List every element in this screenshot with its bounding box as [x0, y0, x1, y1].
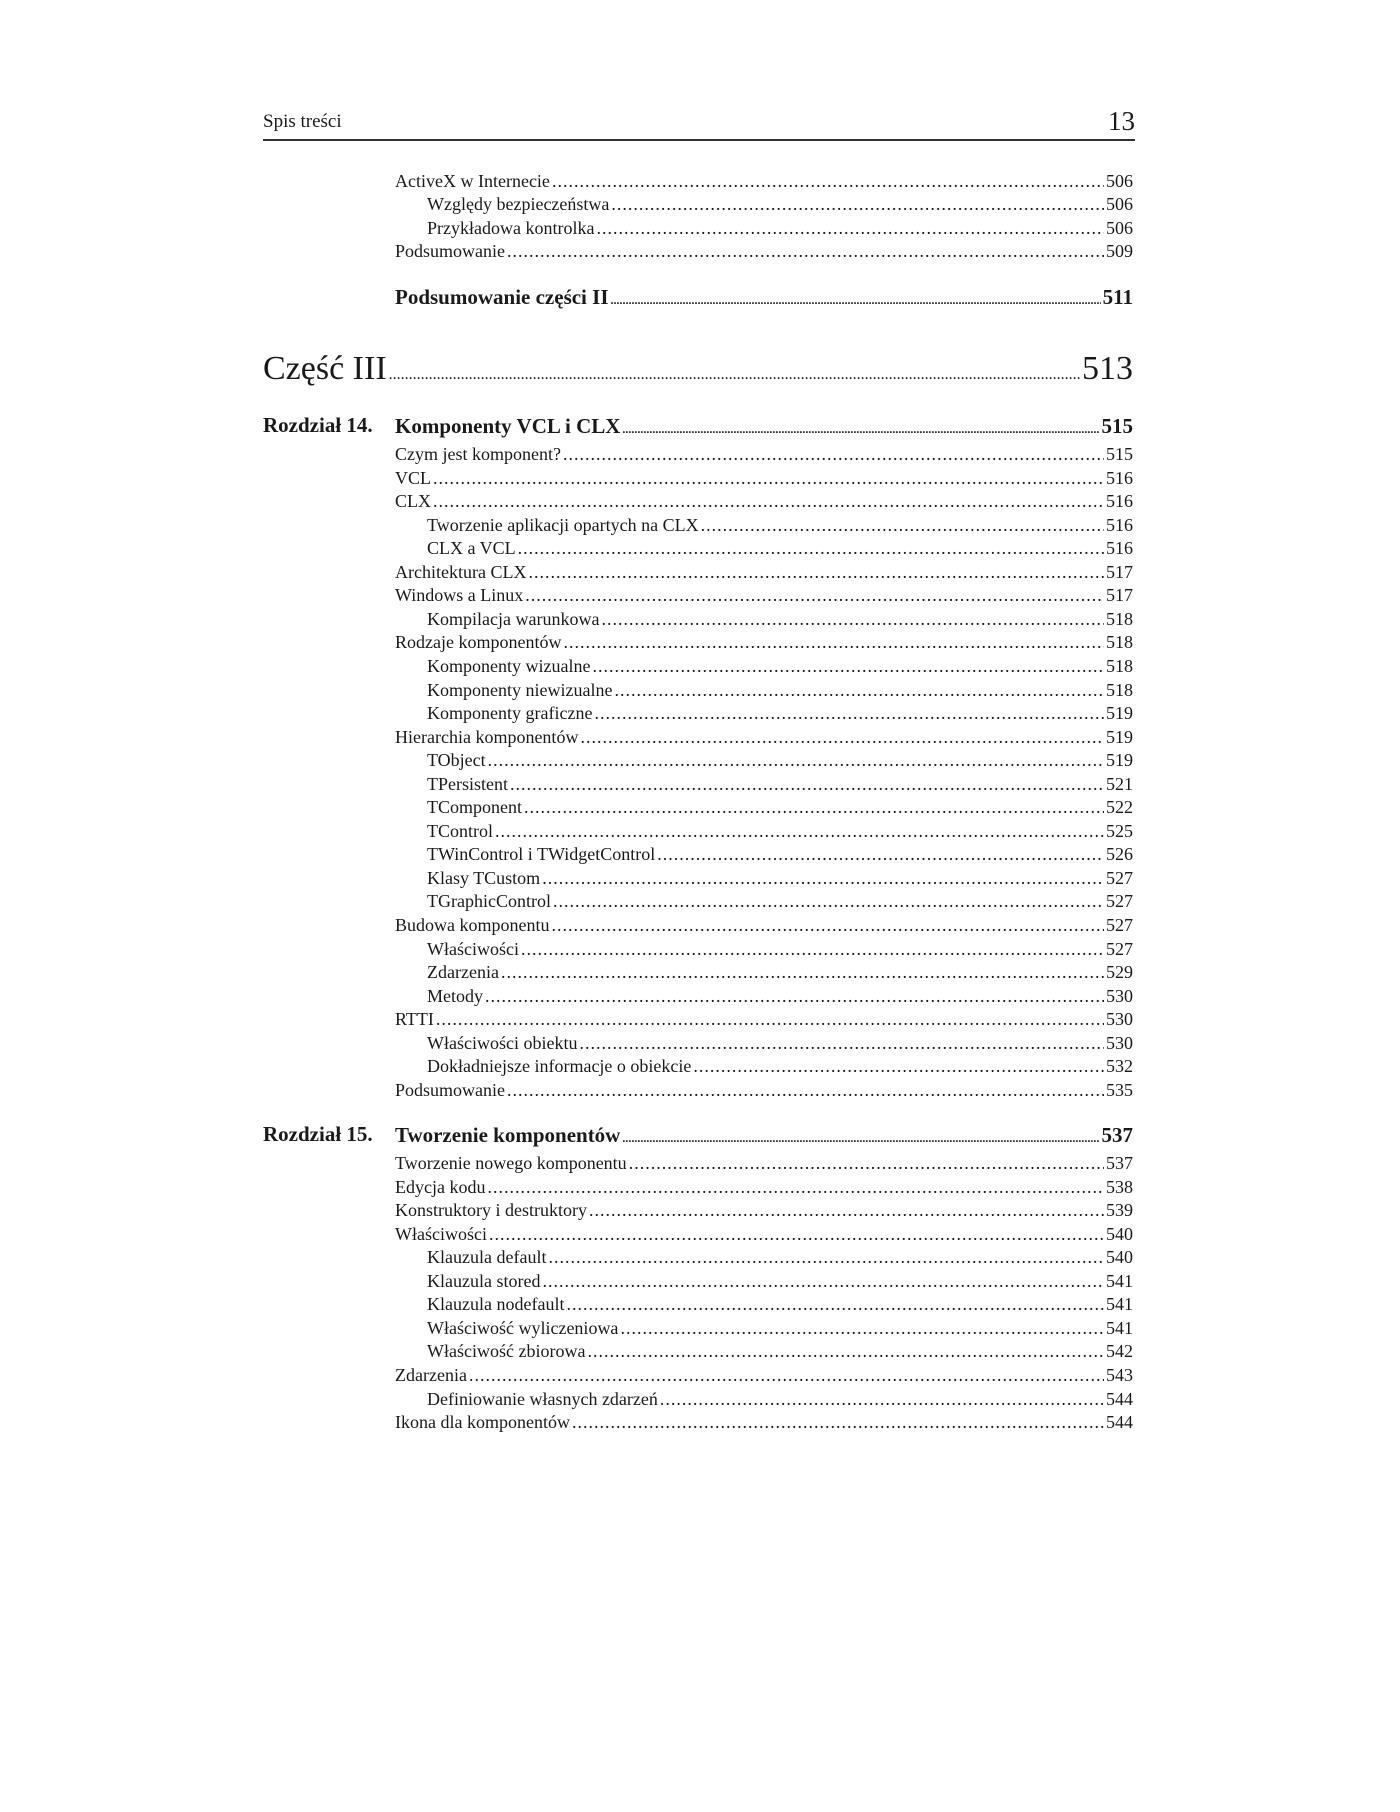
dot-leader: [389, 366, 1080, 384]
dot-leader: [507, 240, 1104, 263]
toc-entry: [427, 749, 1133, 772]
toc-entry-page: 529: [1106, 962, 1133, 983]
toc-entry: [427, 867, 1133, 890]
toc-entry-title: Tworzenie nowego komponentu: [395, 1153, 627, 1173]
toc-entry-page: 543: [1106, 1364, 1133, 1385]
dot-leader: [501, 961, 1104, 984]
toc-entry-title: Zdarzenia: [395, 1364, 467, 1385]
toc-entry: [395, 1364, 1133, 1387]
chapter-label: Rozdział 14.: [263, 413, 373, 437]
dot-leader: [510, 773, 1104, 796]
toc-entry: [427, 1055, 1133, 1078]
toc-entry-title: TGraphicControl: [427, 891, 551, 912]
dot-leader: [563, 631, 1104, 654]
part-page: 513: [1082, 350, 1133, 387]
toc-entry-title: Zdarzenia: [427, 962, 499, 983]
dot-leader: [580, 726, 1104, 749]
toc-entry: [395, 443, 1133, 466]
toc-entry-title: Rodzaje komponentów: [395, 632, 562, 653]
toc-entry-title: VCL: [395, 467, 431, 488]
dot-leader: [563, 443, 1104, 466]
dot-leader: [524, 796, 1104, 819]
chapter-heading: [395, 1122, 1133, 1151]
toc-entry: [395, 467, 1133, 490]
toc-entry-title: Czym jest komponent?: [395, 444, 561, 464]
toc-entry-title: CLX a VCL: [427, 538, 516, 559]
toc-entry: [395, 584, 1133, 607]
toc-entry-title: CLX: [395, 491, 431, 512]
toc-entry-title: ActiveX w Internecie: [395, 171, 550, 191]
header-section-title: Spis treści: [263, 111, 342, 132]
toc-entry-title: Przykładowa kontrolka: [427, 218, 595, 238]
part-title: Część III: [263, 350, 387, 387]
dot-leader: [660, 1388, 1104, 1411]
toc-entry-page: 537: [1106, 1153, 1133, 1173]
dot-leader: [601, 608, 1104, 631]
toc-entry-title: Klasy TCustom: [427, 867, 541, 888]
toc-entry-page: 544: [1106, 1388, 1133, 1409]
dot-leader: [518, 537, 1104, 560]
part-summary-page: 511: [1102, 285, 1133, 309]
toc-entry: [427, 702, 1133, 725]
toc-entry: [427, 1340, 1133, 1363]
dot-leader: [596, 217, 1104, 240]
dot-leader: [622, 413, 1099, 442]
dot-leader: [495, 820, 1104, 843]
toc-entry: [427, 537, 1133, 560]
toc-entry-page: 506: [1106, 171, 1133, 191]
toc-entry-page: 516: [1106, 538, 1133, 559]
toc-entry-page: 541: [1106, 1294, 1133, 1315]
toc-entry-page: 530: [1106, 985, 1133, 1006]
part-heading: [263, 350, 1133, 388]
toc-entry-title: Ikona dla komponentów: [395, 1412, 570, 1433]
dot-leader: [542, 1270, 1104, 1293]
toc-entry-page: 542: [1106, 1341, 1133, 1362]
toc-entry: [427, 890, 1133, 913]
toc-entry-title: Klauzula nodefault: [427, 1294, 565, 1315]
chapter-heading: [395, 413, 1133, 442]
dot-leader: [436, 1008, 1104, 1031]
toc-entry: [427, 1032, 1133, 1055]
toc-entry-page: 519: [1106, 703, 1133, 724]
toc-entry-page: 506: [1106, 218, 1133, 238]
toc-entry: [427, 843, 1133, 866]
dot-leader: [587, 1340, 1104, 1363]
dot-leader: [542, 867, 1104, 890]
toc-entry-title: Właściwości: [395, 1223, 487, 1244]
toc-entry-title: Budowa komponentu: [395, 915, 550, 935]
dot-leader: [620, 1317, 1104, 1340]
toc-entry: [395, 1223, 1133, 1246]
toc-entry-title: Konstruktory i destruktory: [395, 1200, 587, 1221]
dot-leader: [566, 1293, 1104, 1316]
toc-entry-page: 540: [1106, 1223, 1133, 1244]
dot-leader: [433, 467, 1104, 490]
dot-leader: [469, 1364, 1104, 1387]
dot-leader: [657, 843, 1104, 866]
toc-entry: [395, 240, 1133, 263]
toc-entry-page: 527: [1106, 915, 1133, 935]
toc-entry-page: 527: [1106, 891, 1133, 912]
toc-entry-title: Kompilacja warunkowa: [427, 608, 600, 629]
toc-entry-page: 516: [1106, 467, 1133, 488]
toc-entry-page: 516: [1106, 491, 1133, 512]
toc-entry-page: 506: [1106, 194, 1133, 214]
toc-entry: [395, 1008, 1133, 1031]
dot-leader: [507, 1079, 1104, 1102]
toc-entry: [395, 726, 1133, 749]
toc-entry-title: Edycja kodu: [395, 1176, 486, 1197]
toc-entry: [395, 1152, 1133, 1175]
dot-leader: [552, 170, 1104, 193]
dot-leader: [629, 1152, 1104, 1175]
toc-entry-page: 518: [1106, 632, 1133, 653]
toc-entry-title: Właściwość wyliczeniowa: [427, 1317, 619, 1338]
toc-entry-page: 527: [1106, 867, 1133, 888]
toc-entry-title: TControl: [427, 820, 493, 841]
chapter-title: Tworzenie komponentów: [395, 1123, 621, 1147]
toc-entry-title: Względy bezpieczeństwa: [427, 194, 610, 214]
toc-entry-page: 517: [1106, 585, 1133, 606]
toc-entry-title: Tworzenie aplikacji opartych na CLX: [427, 514, 699, 535]
toc-entry: [427, 1270, 1133, 1293]
toc-entry: [427, 1317, 1133, 1340]
dot-leader: [572, 1411, 1104, 1434]
toc-entry-page: 540: [1106, 1247, 1133, 1268]
dot-leader: [592, 655, 1104, 678]
dot-leader: [489, 1223, 1104, 1246]
toc-entry-title: Definiowanie własnych zdarzeń: [427, 1388, 658, 1409]
part-summary-entry: [395, 284, 1133, 313]
toc-entry: [427, 773, 1133, 796]
toc-entry-page: 532: [1106, 1056, 1133, 1077]
toc-entry: [427, 938, 1133, 961]
dot-leader: [553, 890, 1104, 913]
dot-leader: [433, 490, 1104, 513]
toc-entry-title: TComponent: [427, 797, 522, 818]
toc-entry-title: Metody: [427, 985, 483, 1006]
toc-entry-title: TObject: [427, 750, 486, 771]
toc-entry-title: Windows a Linux: [395, 585, 524, 606]
toc-entry-page: 541: [1106, 1317, 1133, 1338]
chapter-page: 515: [1101, 414, 1133, 438]
toc-entry-page: 519: [1106, 726, 1133, 747]
toc-entry-page: 535: [1106, 1079, 1133, 1100]
toc-entry: [427, 985, 1133, 1008]
toc-entry-title: TWinControl i TWidgetControl: [427, 844, 656, 865]
toc-entry-page: 519: [1106, 750, 1133, 771]
dot-leader: [589, 1199, 1104, 1222]
toc-entry-title: Komponenty niewizualne: [427, 679, 613, 700]
dot-leader: [488, 749, 1104, 772]
toc-entry-title: TPersistent: [427, 773, 508, 794]
part-summary-title: Podsumowanie części II: [395, 285, 609, 309]
toc-entry-page: 518: [1106, 608, 1133, 629]
toc-entry: [395, 631, 1133, 654]
toc-entry: [395, 561, 1133, 584]
toc-entry: [427, 820, 1133, 843]
toc-entry: [395, 1079, 1133, 1102]
dot-leader: [485, 985, 1104, 1008]
toc-entry-title: Architektura CLX: [395, 561, 527, 582]
toc-entry-page: 530: [1106, 1009, 1133, 1030]
toc-entry-page: 521: [1106, 773, 1133, 794]
toc-entry-page: 538: [1106, 1176, 1133, 1197]
toc-entry-title: RTTI: [395, 1009, 434, 1030]
toc-entry-page: 518: [1106, 655, 1133, 676]
toc-entry-title: Klauzula default: [427, 1247, 547, 1268]
running-header: [263, 103, 1135, 141]
dot-leader: [594, 702, 1104, 725]
dot-leader: [693, 1055, 1104, 1078]
toc-entry-title: Podsumowanie: [395, 241, 505, 261]
dot-leader: [528, 561, 1104, 584]
toc-entry: [427, 961, 1133, 984]
toc-entry: [427, 655, 1133, 678]
toc-entry-page: 539: [1106, 1200, 1133, 1221]
toc-entry: [427, 608, 1133, 631]
toc-entry: [427, 514, 1133, 537]
toc-entry: [395, 1411, 1133, 1434]
toc-entry-page: 522: [1106, 797, 1133, 818]
dot-leader: [525, 584, 1104, 607]
toc-entry: [427, 1293, 1133, 1316]
toc-entry: [395, 1199, 1133, 1222]
dot-leader: [614, 679, 1104, 702]
toc-entry: [427, 217, 1133, 240]
toc-entry-title: Właściwości obiektu: [427, 1032, 578, 1053]
toc-entry-page: 527: [1106, 938, 1133, 959]
toc-entry: [427, 193, 1133, 216]
header-page-number: 13: [1108, 106, 1135, 136]
toc-entry-title: Podsumowanie: [395, 1079, 505, 1100]
toc-entry-page: 516: [1106, 514, 1133, 535]
dot-leader: [622, 1122, 1099, 1151]
chapter-label: Rozdział 15.: [263, 1122, 373, 1146]
toc-entry: [395, 1176, 1133, 1199]
toc-entry-page: 518: [1106, 679, 1133, 700]
toc-entry: [427, 679, 1133, 702]
toc-entry-title: Właściwości: [427, 938, 519, 959]
toc-entry: [427, 1388, 1133, 1411]
toc-entry-page: 517: [1106, 561, 1133, 582]
toc-entry-page: 530: [1106, 1032, 1133, 1053]
toc-entry: [427, 1246, 1133, 1269]
toc-entry-page: 541: [1106, 1270, 1133, 1291]
toc-entry-title: Komponenty graficzne: [427, 703, 593, 724]
chapter-page: 537: [1101, 1123, 1133, 1147]
toc-entry: [395, 170, 1133, 193]
toc-entry: [427, 796, 1133, 819]
dot-leader: [487, 1176, 1104, 1199]
toc-entry: [395, 914, 1133, 937]
dot-leader: [701, 514, 1104, 537]
toc-entry-title: Komponenty wizualne: [427, 655, 591, 676]
toc-entry-title: Klauzula stored: [427, 1270, 541, 1291]
toc-entry-page: 525: [1106, 820, 1133, 841]
dot-leader: [611, 193, 1104, 216]
toc-entry-title: Dokładniejsze informacje o obiekcie: [427, 1056, 692, 1077]
toc-entry: [395, 490, 1133, 513]
toc-entry-page: 515: [1106, 444, 1133, 464]
dot-leader: [611, 284, 1101, 313]
chapter-title: Komponenty VCL i CLX: [395, 414, 621, 438]
toc-entry-page: 544: [1106, 1412, 1133, 1433]
toc-entry-title: Hierarchia komponentów: [395, 726, 579, 747]
dot-leader: [552, 914, 1105, 937]
dot-leader: [521, 938, 1104, 961]
toc-entry-page: 526: [1106, 844, 1133, 865]
toc-entry-title: Właściwość zbiorowa: [427, 1341, 586, 1362]
dot-leader: [579, 1032, 1104, 1055]
toc-entry-page: 509: [1106, 241, 1133, 261]
dot-leader: [548, 1246, 1104, 1269]
